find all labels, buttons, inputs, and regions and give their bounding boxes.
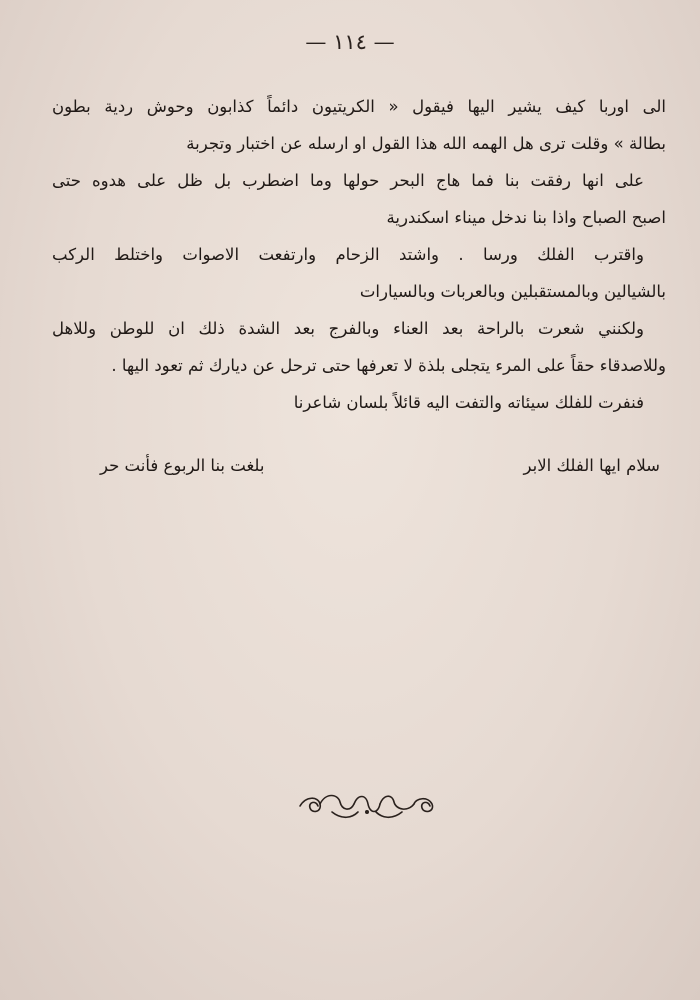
- body-text: [52, 88, 666, 421]
- text-line: وللاصدقاء حقاً على المرء يتجلى بلذة لا تعرفها حتى ترحل عن ديارك ثم تعود اليها .: [111, 356, 666, 375]
- text-line: فنفرت للفلك سيئاته والتفت اليه قائلاً بلسان شاعرنا: [293, 393, 644, 412]
- text-line: ولكنني شعرت بالراحة بعد العناء وبالفرج بعد الشدة ذلك ان للوطن وللاهل: [52, 319, 644, 338]
- decorative-ornament-icon: [292, 782, 442, 828]
- text-line: بالشيالين وبالمستقبلين وبالعربات وبالسيارات: [359, 282, 666, 301]
- verse-first-hemistich: سلام ايها الفلك الابر: [523, 456, 660, 475]
- text-line: واقترب الفلك ورسا . واشتد الزحام وارتفعت الاصوات واختلط الركب: [52, 245, 644, 264]
- poem-verse: [100, 448, 660, 484]
- page-number: — ١١٤ —: [305, 30, 395, 54]
- verse-second-hemistich: بلغت بنا الربوع فأنت حر: [100, 456, 265, 475]
- text-line: اصبح الصباح واذا بنا ندخل ميناء اسكندرية: [386, 208, 666, 227]
- text-line: على انها رفقت بنا فما هاج البحر حولها وما اضطرب بل ظل على هدوه حتى: [52, 171, 644, 190]
- text-line: الى اوربا كيف يشير اليها فيقول « الكريتيون دائماً كذابون وحوش ردية بطون: [52, 97, 666, 116]
- text-line: بطالة » وقلت ترى هل الهمه الله هذا القول او ارسله عن اختبار وتجربة: [186, 134, 666, 153]
